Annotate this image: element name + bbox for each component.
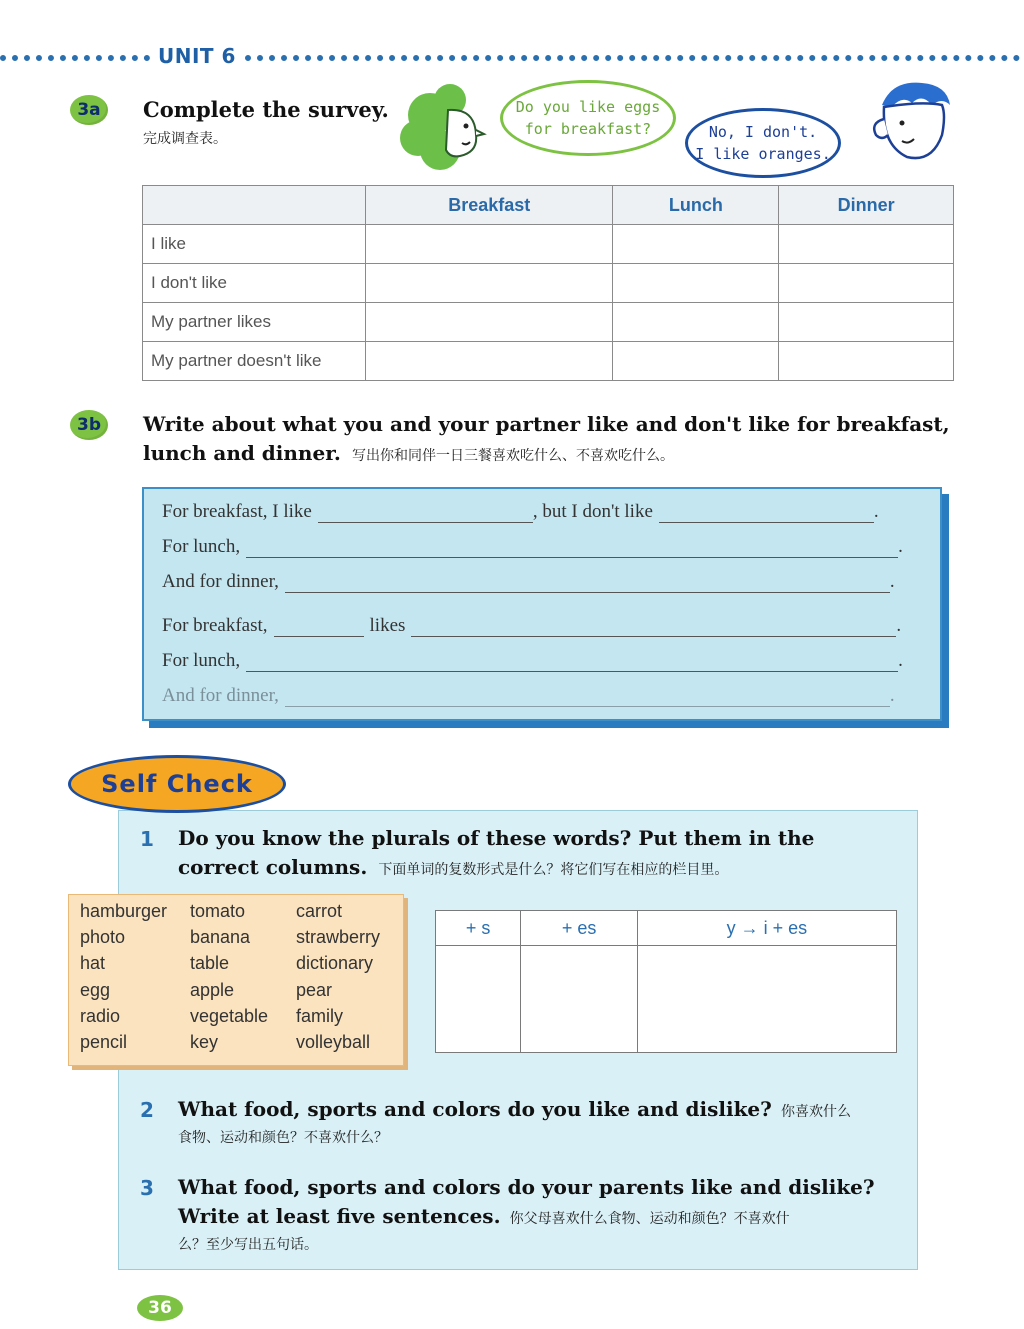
question-1-text-en: correct columns. bbox=[178, 855, 368, 879]
word-item: volleyball bbox=[296, 1032, 371, 1052]
plural-header-row bbox=[436, 911, 897, 946]
survey-cell[interactable] bbox=[613, 303, 779, 342]
blank-answer[interactable] bbox=[246, 537, 898, 558]
survey-row-label: I like bbox=[143, 225, 366, 264]
word-item: hat bbox=[80, 953, 106, 973]
period: . bbox=[889, 685, 895, 706]
writing-line-2-prompt: For lunch, bbox=[162, 536, 241, 557]
survey-cell[interactable] bbox=[779, 225, 954, 264]
writing-box bbox=[142, 487, 942, 721]
table-row bbox=[436, 946, 897, 1053]
question-1-text-cn: 下面单词的复数形式是什么？将它们写在相应的栏目里。 bbox=[378, 862, 729, 878]
boy-illustration-icon bbox=[862, 75, 957, 175]
survey-cell[interactable] bbox=[366, 225, 613, 264]
survey-cell[interactable] bbox=[366, 264, 613, 303]
survey-cell[interactable] bbox=[366, 303, 613, 342]
section-3b-title-line1: Write about what you and your partner like and don't like for breakfast, bbox=[143, 412, 950, 436]
word-item: photo bbox=[80, 927, 126, 947]
self-check-label: Self Check bbox=[68, 755, 286, 813]
speech-bubble-boy-line1: No, I don't. bbox=[708, 123, 818, 141]
survey-row-label: I don't like bbox=[143, 264, 366, 303]
survey-cell[interactable] bbox=[779, 264, 954, 303]
word-box bbox=[68, 894, 404, 1066]
question-3-text-line1: What food, sports and colors do your parents like and dislike? bbox=[178, 1175, 875, 1199]
question-1-number: 1 bbox=[140, 827, 154, 851]
question-1-text-line1: Do you know the plurals of these words? Put them in the bbox=[178, 826, 815, 850]
word-item: hamburger bbox=[80, 901, 168, 921]
word-item: radio bbox=[80, 1006, 121, 1026]
word-item: banana bbox=[190, 927, 251, 947]
period: . bbox=[889, 571, 895, 592]
plural-col-es: + es bbox=[521, 911, 637, 946]
writing-line-3 bbox=[162, 567, 895, 593]
blank-answer[interactable] bbox=[246, 651, 898, 672]
question-3-text-en: Write at least five sentences. bbox=[178, 1204, 501, 1228]
plural-answer-cell[interactable] bbox=[521, 946, 637, 1053]
word-item: vegetable bbox=[190, 1006, 269, 1026]
question-2-text-en: What food, sports and colors do you like and dislike? bbox=[178, 1097, 772, 1121]
survey-header-row bbox=[143, 186, 954, 225]
question-3-text-cn-1: 你父母喜欢什么食物、运动和颜色？不喜欢什 bbox=[509, 1211, 790, 1227]
speech-bubble-girl-line2: for breakfast? bbox=[524, 120, 652, 138]
writing-line-1 bbox=[162, 497, 879, 523]
header-dots-left bbox=[0, 55, 150, 61]
badge-3a: 3a bbox=[70, 95, 108, 125]
writing-line-2 bbox=[162, 532, 903, 558]
question-3-number: 3 bbox=[140, 1176, 154, 1200]
table-row bbox=[143, 225, 954, 264]
blank-answer[interactable] bbox=[659, 502, 874, 523]
survey-col-lunch: Lunch bbox=[613, 186, 779, 225]
question-2-text-cn-2: 食物、运动和颜色？不喜欢什么？ bbox=[178, 1130, 388, 1146]
header-dots-right bbox=[245, 55, 1020, 61]
word-item: table bbox=[190, 953, 230, 973]
table-row bbox=[143, 264, 954, 303]
question-1-text-line2 bbox=[178, 855, 728, 879]
plural-answer-cell[interactable] bbox=[436, 946, 521, 1053]
survey-row-label: My partner doesn't like bbox=[143, 342, 366, 381]
plural-table bbox=[435, 910, 897, 1053]
plural-answer-cell[interactable] bbox=[637, 946, 896, 1053]
question-3-text-cn-2: 么？至少写出五句话。 bbox=[178, 1237, 318, 1253]
question-3-text-line2 bbox=[178, 1204, 898, 1228]
word-item: egg bbox=[80, 980, 111, 1000]
badge-3b: 3b bbox=[70, 410, 108, 440]
word-item: strawberry bbox=[296, 927, 381, 947]
word-item: pear bbox=[296, 980, 333, 1000]
speech-bubble-girl bbox=[500, 80, 676, 156]
section-3b-title-en: lunch and dinner. bbox=[143, 441, 341, 465]
table-row bbox=[143, 303, 954, 342]
survey-cell[interactable] bbox=[779, 303, 954, 342]
period: . bbox=[898, 650, 903, 671]
survey-cell[interactable] bbox=[613, 225, 779, 264]
blank-answer[interactable] bbox=[274, 616, 364, 637]
plural-col-ies: y → i + es bbox=[637, 911, 896, 946]
girl-illustration-icon bbox=[400, 80, 500, 180]
question-2-text-cn-1: 你喜欢什么 bbox=[780, 1104, 851, 1120]
blank-answer[interactable] bbox=[318, 502, 533, 523]
writing-line-1-prompt: For breakfast, I like bbox=[162, 501, 312, 522]
blank-answer[interactable] bbox=[411, 616, 896, 637]
speech-bubble-boy-line2: I like oranges. bbox=[695, 145, 831, 163]
question-2-number: 2 bbox=[140, 1098, 154, 1122]
survey-row-label: My partner likes bbox=[143, 303, 366, 342]
survey-cell[interactable] bbox=[613, 264, 779, 303]
page-number: 36 bbox=[137, 1295, 183, 1321]
writing-line-3-prompt: And for dinner, bbox=[162, 571, 279, 592]
word-item: carrot bbox=[296, 901, 343, 921]
word-item: family bbox=[296, 1006, 344, 1026]
unit-title: UNIT 6 bbox=[158, 44, 236, 68]
section-3a-title-cn: 完成调查表。 bbox=[143, 131, 227, 147]
table-row bbox=[143, 342, 954, 381]
writing-line-5 bbox=[162, 646, 903, 672]
survey-cell[interactable] bbox=[779, 342, 954, 381]
survey-col-dinner: Dinner bbox=[779, 186, 954, 225]
speech-bubble-boy bbox=[685, 108, 841, 178]
period: . bbox=[896, 615, 902, 636]
writing-line-6 bbox=[162, 681, 895, 707]
plural-col-s: + s bbox=[436, 911, 521, 946]
word-item: dictionary bbox=[296, 953, 374, 973]
word-item: apple bbox=[190, 980, 235, 1000]
question-2-text-line1 bbox=[178, 1097, 898, 1121]
blank-answer[interactable] bbox=[285, 686, 890, 707]
survey-cell[interactable] bbox=[366, 342, 613, 381]
survey-corner-cell bbox=[143, 186, 366, 225]
writing-line-1-prompt-2: , but I don't like bbox=[532, 501, 653, 522]
writing-line-4 bbox=[162, 611, 901, 637]
period: . bbox=[898, 536, 903, 557]
word-item: tomato bbox=[190, 901, 246, 921]
section-3b-title-cn: 写出你和同伴一日三餐喜欢吃什么、不喜欢吃什么。 bbox=[351, 448, 674, 464]
survey-table bbox=[142, 185, 954, 381]
word-item: pencil bbox=[80, 1032, 128, 1052]
section-3b-title-line2 bbox=[143, 441, 674, 465]
writing-line-5-prompt: For lunch, bbox=[162, 650, 241, 671]
survey-cell[interactable] bbox=[613, 342, 779, 381]
writing-line-4-prompt: For breakfast, bbox=[162, 615, 268, 636]
speech-bubble-girl-line1: Do you like eggs bbox=[515, 98, 661, 116]
blank-answer[interactable] bbox=[285, 572, 890, 593]
word-item: key bbox=[190, 1032, 219, 1052]
writing-line-4-prompt-2: likes bbox=[369, 615, 406, 636]
section-3a-title: Complete the survey. bbox=[143, 97, 389, 122]
survey-col-breakfast: Breakfast bbox=[366, 186, 613, 225]
period: . bbox=[873, 501, 879, 522]
writing-line-6-prompt: And for dinner, bbox=[162, 685, 279, 706]
